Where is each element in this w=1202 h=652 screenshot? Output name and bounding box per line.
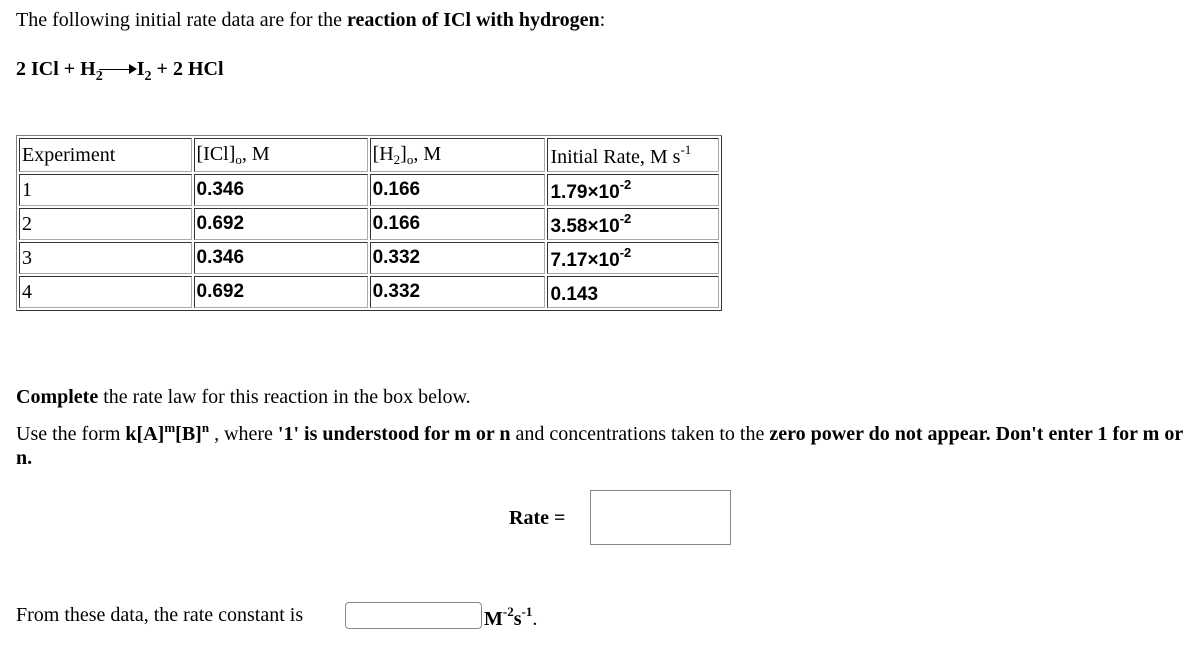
cell-rate: $1.79\times 10^{-2}$ — [547, 174, 719, 206]
rate-constant-label: From these data, the rate constant is — [16, 604, 304, 626]
intro-text: The following initial rate data are for the reaction of ICl with hydrogen: — [16, 9, 606, 31]
cell-icl: 0.346 — [194, 242, 368, 274]
complete-instruction: Complete the rate law for this reaction in the box below. — [16, 386, 471, 408]
table-row — [19, 276, 719, 308]
reaction-arrow-icon — [99, 65, 137, 75]
cell-h2: 0.166 — [370, 208, 546, 240]
cell-rate: $7.17\times 10^{-2}$ — [547, 242, 719, 274]
rate-law-input[interactable] — [590, 490, 731, 545]
cell-rate: 0.143 — [547, 276, 719, 308]
cell-h2: 0.332 — [370, 276, 546, 308]
header-initial-rate: Initial Rate, M $s^{-1}$ — [547, 138, 719, 172]
cell-h2: 0.166 — [370, 174, 546, 206]
cell-experiment: 1 — [19, 174, 192, 206]
table-header-row — [19, 138, 719, 172]
reaction-equation: 2 ICl + $H_2$ $I_2 + 2$ HCl — [16, 58, 224, 84]
rate-label: Rate = — [509, 507, 566, 529]
header-experiment: Experiment — [19, 138, 192, 172]
cell-experiment: 4 — [19, 276, 192, 308]
rate-constant-unit: $M^{-2}s^{-1}$. — [484, 604, 538, 630]
table-row — [19, 208, 719, 240]
cell-rate: $3.58\times 10^{-2}$ — [547, 208, 719, 240]
cell-icl: 0.692 — [194, 208, 368, 240]
cell-experiment: 2 — [19, 208, 192, 240]
cell-h2: 0.332 — [370, 242, 546, 274]
table-row — [19, 174, 719, 206]
header-h2-conc: $[H_2]_o$, M — [370, 138, 546, 172]
rate-constant-input[interactable] — [345, 602, 482, 629]
cell-experiment: 3 — [19, 242, 192, 274]
form-instruction: Use the form $k[A]^m[B]^n$ , where '1' is understood for m or n and concentrations taken to the zero power do not appear. Don't enter 1 for m or n. — [16, 420, 1183, 469]
cell-icl: 0.692 — [194, 276, 368, 308]
header-icl-conc: $[ICl]_o$, M — [194, 138, 368, 172]
cell-icl: 0.346 — [194, 174, 368, 206]
rate-data-table — [16, 135, 722, 311]
table-row — [19, 242, 719, 274]
